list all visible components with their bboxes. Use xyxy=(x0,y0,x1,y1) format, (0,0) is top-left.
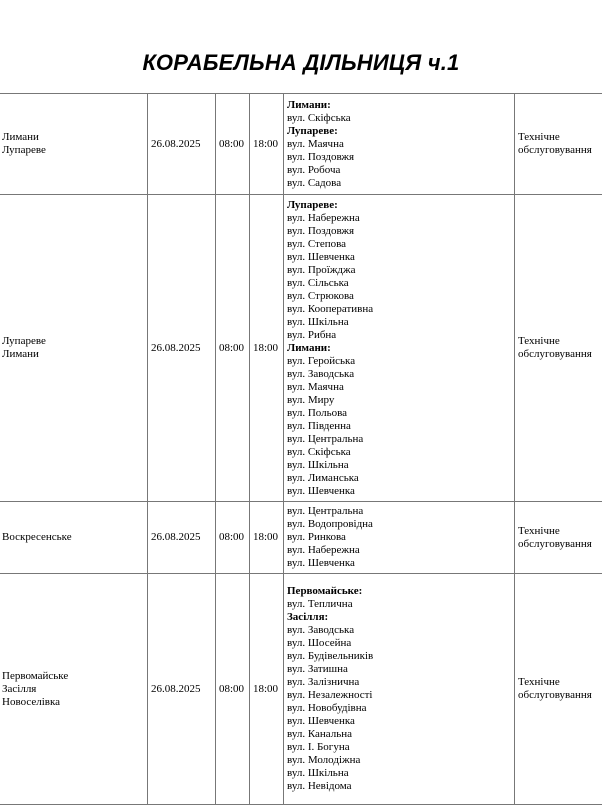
end-time-cell: 18:00 xyxy=(250,574,284,805)
street-name: вул. Геройська xyxy=(287,355,511,368)
work-type-cell xyxy=(515,502,602,574)
street-name: вул. Робоча xyxy=(287,164,511,177)
street-name: вул. Кооперативна xyxy=(287,303,511,316)
location-name: Лупареве xyxy=(2,335,144,348)
table-row xyxy=(0,195,602,502)
street-name: вул. Польова xyxy=(287,407,511,420)
work-type-text: Технічне xyxy=(518,676,600,689)
street-name: вул. Набережна xyxy=(287,212,511,225)
street-name: вул. Шевченка xyxy=(287,715,511,728)
date-cell: 26.08.2025 xyxy=(148,94,216,195)
street-name: вул. Садова xyxy=(287,177,511,190)
location-name: Засілля xyxy=(2,683,144,696)
street-name: вул. Невідома xyxy=(287,780,511,793)
location-name: Лимани xyxy=(2,348,144,361)
start-time-cell: 08:00 xyxy=(216,502,250,574)
street-name: вул. Центральна xyxy=(287,505,511,518)
location-name: Первомайське xyxy=(2,670,144,683)
street-name: вул. Шевченка xyxy=(287,557,511,570)
streets-cell xyxy=(284,502,515,574)
street-name: вул. Маячна xyxy=(287,381,511,394)
street-name: вул. Набережна xyxy=(287,544,511,557)
end-time-cell: 18:00 xyxy=(250,195,284,502)
work-type-text: обслуговування xyxy=(518,348,600,361)
work-type-text: обслуговування xyxy=(518,144,600,157)
street-name: вул. Заводська xyxy=(287,368,511,381)
settlement-heading: Лупареве: xyxy=(287,199,511,212)
street-name: вул. І. Богуна xyxy=(287,741,511,754)
settlement-heading: Засілля: xyxy=(287,611,511,624)
streets-cell xyxy=(284,195,515,502)
street-name: вул. Незалежності xyxy=(287,689,511,702)
date-cell: 26.08.2025 xyxy=(148,195,216,502)
street-name: вул. Ринкова xyxy=(287,531,511,544)
work-type-text: обслуговування xyxy=(518,538,600,551)
settlement-heading: Лимани: xyxy=(287,342,511,355)
street-name: вул. Теплична xyxy=(287,598,511,611)
date-cell: 26.08.2025 xyxy=(148,502,216,574)
location-name: Лупареве xyxy=(2,144,144,157)
street-name: вул. Шкільна xyxy=(287,767,511,780)
street-name: вул. Миру xyxy=(287,394,511,407)
street-name: вул. Шкільна xyxy=(287,459,511,472)
outage-schedule-table xyxy=(0,93,602,805)
street-name: вул. Південна xyxy=(287,420,511,433)
table-row xyxy=(0,502,602,574)
date-cell: 26.08.2025 xyxy=(148,574,216,805)
locations-cell xyxy=(0,574,148,805)
start-time-cell: 08:00 xyxy=(216,195,250,502)
street-name: вул. Заводська xyxy=(287,624,511,637)
street-name: вул. Водопровідна xyxy=(287,518,511,531)
locations-cell xyxy=(0,195,148,502)
location-name: Лимани xyxy=(2,131,144,144)
street-name: вул. Центральна xyxy=(287,433,511,446)
work-type-text: Технічне xyxy=(518,131,600,144)
work-type-cell xyxy=(515,195,602,502)
street-name: вул. Шевченка xyxy=(287,485,511,498)
table-row xyxy=(0,574,602,805)
street-name: вул. Скіфська xyxy=(287,112,511,125)
street-name: вул. Новобудівна xyxy=(287,702,511,715)
street-name: вул. Маячна xyxy=(287,138,511,151)
page-title: КОРАБЕЛЬНА ДІЛЬНИЦЯ ч.1 xyxy=(0,50,602,76)
end-time-cell: 18:00 xyxy=(250,94,284,195)
streets-cell xyxy=(284,94,515,195)
street-name: вул. Молодіжна xyxy=(287,754,511,767)
table-row xyxy=(0,94,602,195)
street-name: вул. Шевченка xyxy=(287,251,511,264)
street-name: вул. Степова xyxy=(287,238,511,251)
work-type-text: Технічне xyxy=(518,335,600,348)
street-name: вул. Затишна xyxy=(287,663,511,676)
streets-cell xyxy=(284,574,515,805)
settlement-heading: Лупареве: xyxy=(287,125,511,138)
street-name: вул. Лиманська xyxy=(287,472,511,485)
start-time-cell: 08:00 xyxy=(216,574,250,805)
start-time-cell: 08:00 xyxy=(216,94,250,195)
location-name: Новоселівка xyxy=(2,696,144,709)
settlement-heading: Лимани: xyxy=(287,99,511,112)
location-name: Воскресенське xyxy=(2,531,144,544)
work-type-text: Технічне xyxy=(518,525,600,538)
work-type-cell xyxy=(515,574,602,805)
street-name: вул. Рибна xyxy=(287,329,511,342)
locations-cell xyxy=(0,94,148,195)
end-time-cell: 18:00 xyxy=(250,502,284,574)
work-type-text: обслуговування xyxy=(518,689,600,702)
street-name: вул. Проїжджа xyxy=(287,264,511,277)
street-name: вул. Поздовжя xyxy=(287,225,511,238)
street-name: вул. Шкільна xyxy=(287,316,511,329)
locations-cell xyxy=(0,502,148,574)
street-name: вул. Сільська xyxy=(287,277,511,290)
settlement-heading: Первомайське: xyxy=(287,585,511,598)
street-name: вул. Поздовжя xyxy=(287,151,511,164)
street-name: вул. Залізнична xyxy=(287,676,511,689)
street-name: вул. Стрюкова xyxy=(287,290,511,303)
street-name: вул. Скіфська xyxy=(287,446,511,459)
street-name: вул. Будівельників xyxy=(287,650,511,663)
work-type-cell xyxy=(515,94,602,195)
street-name: вул. Канальна xyxy=(287,728,511,741)
street-name: вул. Шосейна xyxy=(287,637,511,650)
